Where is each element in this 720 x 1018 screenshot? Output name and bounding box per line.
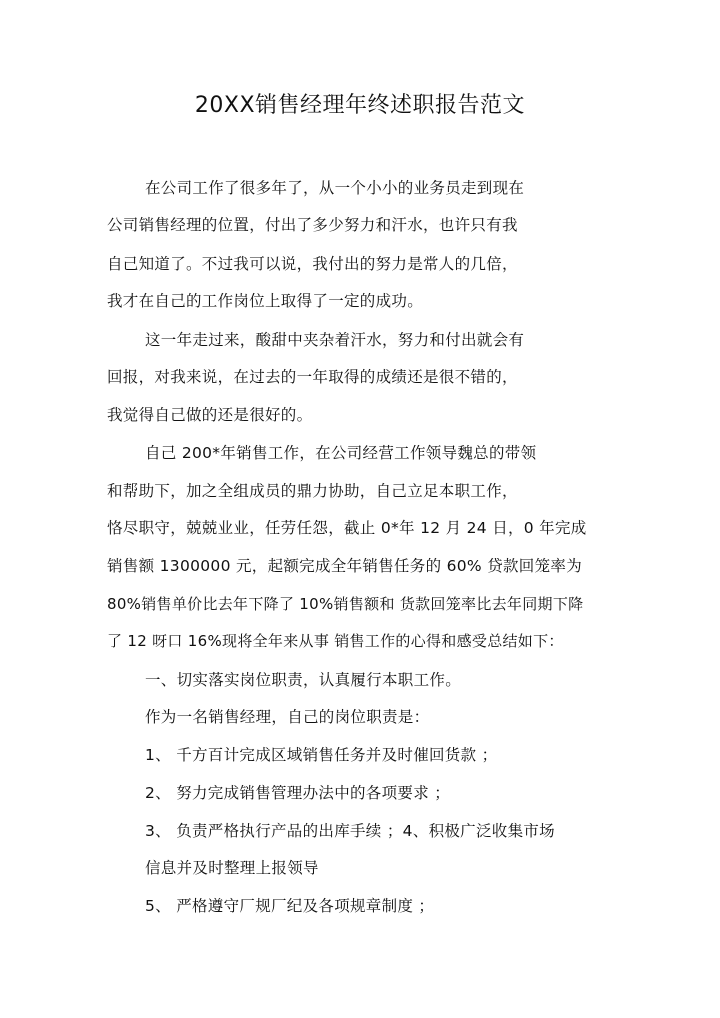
paragraph-line: 自己知道了。不过我可以说，我付出的努力是常人的几倍，: [107, 255, 518, 273]
paragraph-line: 自己 200*年销售工作，在公司经营工作领导魏总的带领: [145, 444, 537, 462]
paragraph-line: 80%销售单价比去年下降了 10%销售额和 货款回笼率比去年同期下降: [107, 595, 584, 613]
paragraph-line: 这一年走过来，酸甜中夹杂着汗水，努力和付出就会有: [145, 331, 525, 349]
paragraph-line: 恪尽职守，兢兢业业，任劳任怨，截止 0*年 12 月 24 日，0 年完成: [107, 519, 587, 537]
list-item: 5、 严格遵守厂规厂纪及各项规章制度 ；: [145, 897, 435, 915]
list-item: 信息并及时整理上报领导: [145, 859, 319, 877]
paragraph-line: 和帮助下，加之全组成员的鼎力协助，自己立足本职工作，: [107, 482, 518, 500]
document-title: 20XX销售经理年终述职报告范文: [194, 93, 526, 118]
paragraph-line: 我觉得自己做的还是很好的。: [107, 406, 313, 424]
paragraph-line: 公司销售经理的位置，付出了多少努力和汗水，也许只有我: [107, 216, 518, 234]
paragraph-line: 销售额 1300000 元，起额完成全年销售任务的 60% 贷款回笼率为: [107, 557, 582, 575]
list-item: 3、 负责严格执行产品的出库手续 ；4、积极广泛收集市场: [145, 822, 555, 840]
list-item: 1、 千方百计完成区域销售任务并及时催回货款 ；: [145, 746, 498, 764]
paragraph-line: 回报，对我来说，在过去的一年取得的成绩还是很不错的，: [107, 368, 518, 386]
paragraph-line: 在公司工作了很多年了，从一个小小的业务员走到现在: [145, 179, 525, 197]
paragraph-line: 我才在自己的工作岗位上取得了一定的成功。: [107, 292, 424, 310]
paragraph-line: 作为一名销售经理，自己的岗位职责是：: [145, 708, 430, 726]
paragraph-line: 了 12 呀口 16%现将全年来从事 销售工作的心得和感受总结如下：: [107, 632, 564, 650]
list-item: 2、 努力完成销售管理办法中的各项要求 ；: [145, 784, 451, 802]
section-heading: 一、切实落实岗位职责，认真履行本职工作。: [145, 671, 462, 689]
